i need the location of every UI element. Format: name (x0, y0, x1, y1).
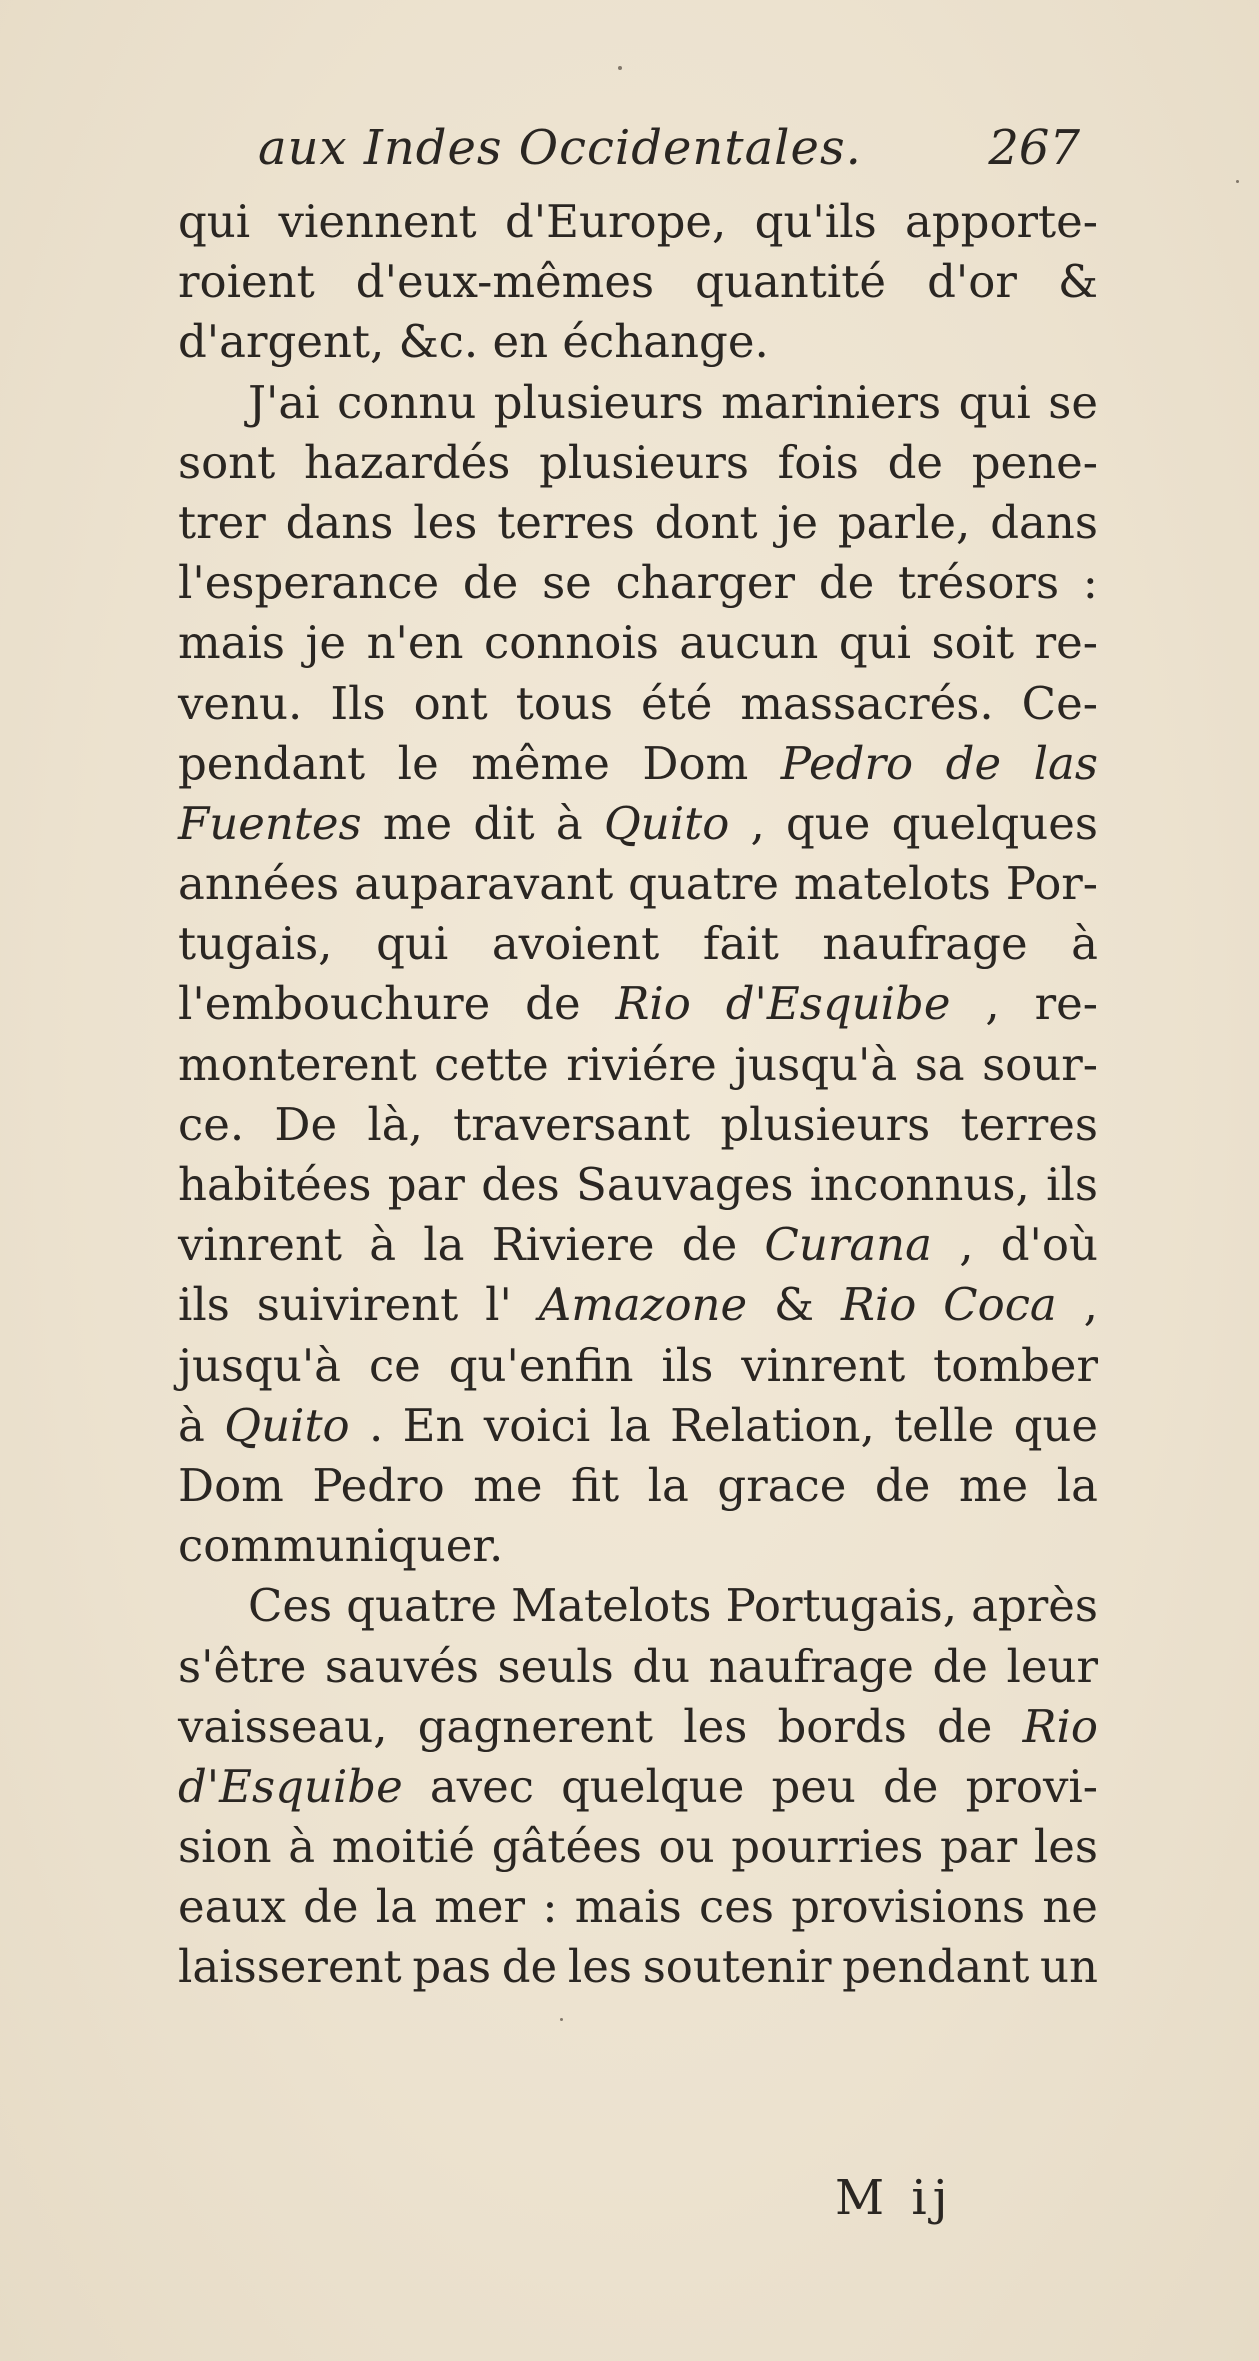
text-line: vaisseau, gagnerent les bords de Rio (178, 1699, 1098, 1753)
text-line: J'ai connu plusieurs mariniers qui se (248, 375, 1098, 429)
paper-speck (1236, 180, 1239, 183)
text-line: s'être sauvés seuls du naufrage de leur (178, 1639, 1098, 1693)
running-head: aux Indes Occidentales. (258, 120, 862, 176)
body-text (178, 192, 1098, 1998)
paper-speck (618, 66, 622, 70)
paper-speck (560, 2018, 563, 2021)
text-line: années auparavant quatre matelots Por- (178, 857, 1098, 911)
text-line: tugais, qui avoient fait naufrage à (178, 917, 1098, 971)
text-line: d'Esquibe avec quelque peu de provi- (178, 1759, 1098, 1813)
page-header (240, 120, 1080, 190)
text-line (178, 312, 1098, 372)
text-line: sont hazardés plusieurs fois de pene- (178, 435, 1098, 489)
text-segment: communiquer. (178, 1519, 504, 1573)
text-line: qui viennent d'Europe, qu'ils apporte- (178, 195, 1098, 248)
page-number: 267 (988, 120, 1080, 176)
text-line: Fuentes me dit à Quito , que quelques (178, 796, 1098, 850)
text-line: ce. De là, traversant plusieurs terres (178, 1097, 1098, 1151)
text-line: l'embouchure de Rio d'Esquibe , re- (178, 977, 1098, 1031)
text-line: habitées par des Sauvages inconnus, ils (178, 1158, 1098, 1211)
text-line: vinrent à la Riviere de Curana , d'où (178, 1218, 1098, 1272)
text-line: sion à moitié gâtées ou pourries par les (178, 1820, 1098, 1874)
text-line: ils suivirent l' Amazone & Rio Coca , (178, 1278, 1098, 1332)
text-line: jusqu'à ce qu'enfin ils vinrent tomber (178, 1338, 1098, 1392)
text-line: venu. Ils ont tous été massacrés. Ce- (178, 676, 1098, 730)
text-line: l'esperance de se charger de trésors : (178, 556, 1098, 610)
text-line: mais je n'en connois aucun qui soit re- (178, 616, 1098, 670)
text-line: Dom Pedro me fit la grace de me la (178, 1458, 1098, 1512)
text-line: monterent cette riviére jusqu'à sa sour- (178, 1037, 1098, 1091)
text-line (178, 1516, 1098, 1576)
text-line: laisserent pas de les soutenir pendant un (178, 1940, 1098, 1994)
text-line: trer dans les terres dont je parle, dans (178, 495, 1098, 549)
text-line: Ces quatre Matelots Portugais, après (248, 1579, 1098, 1633)
signature-mark: M ij (835, 2170, 954, 2226)
text-line: pendant le même Dom Pedro de las (178, 736, 1098, 790)
text-line: eaux de la mer : mais ces provisions ne (178, 1880, 1098, 1934)
text-line: roient d'eux-mêmes quantité d'or & (178, 255, 1098, 309)
text-segment: d'argent, &c. en échange. (178, 315, 769, 369)
text-line: à Quito . En voici la Relation, telle que (178, 1398, 1098, 1452)
